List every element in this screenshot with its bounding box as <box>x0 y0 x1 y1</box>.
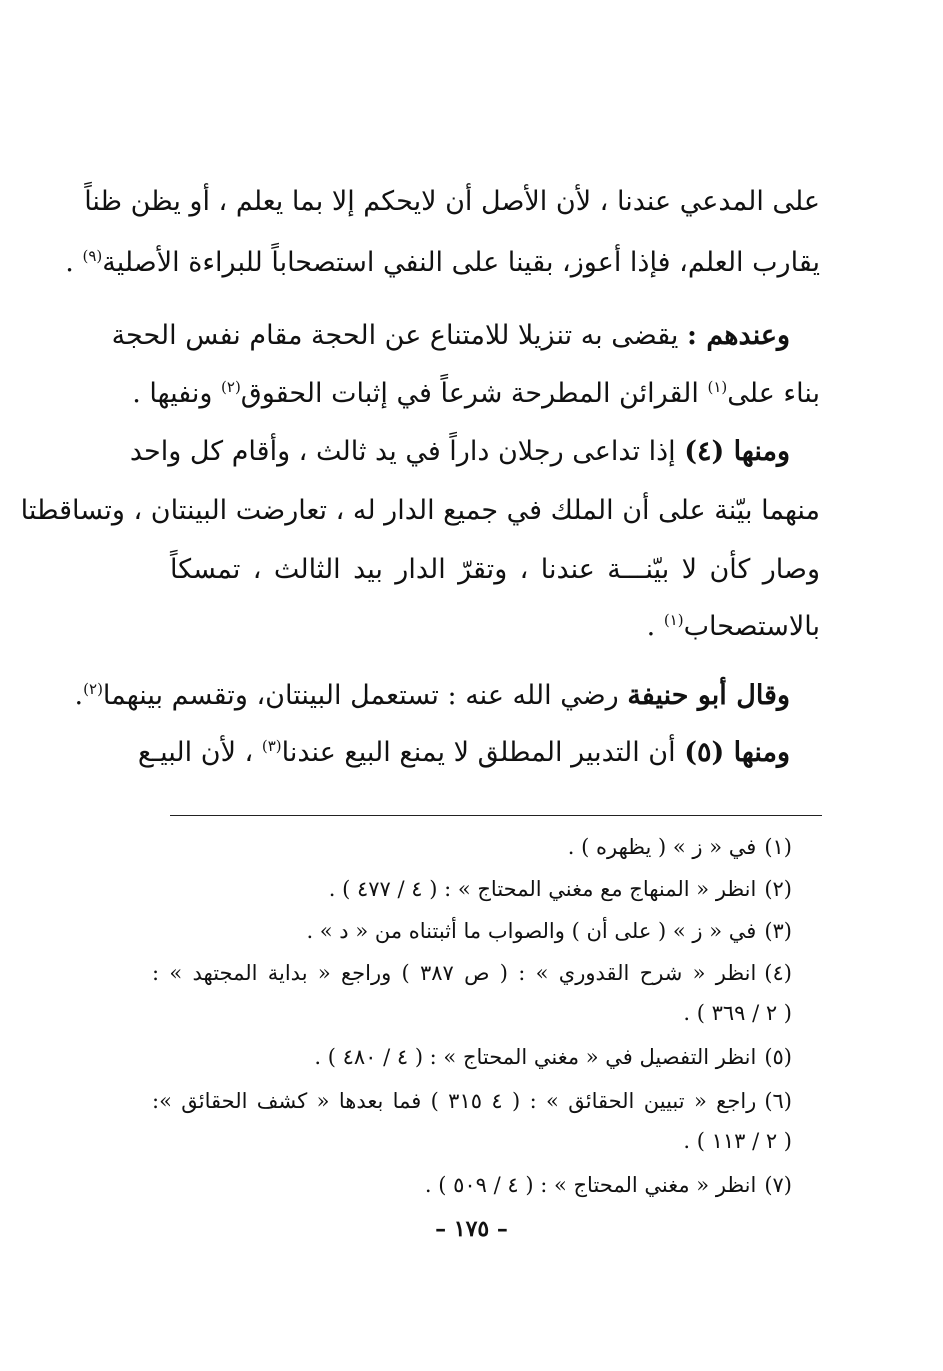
footnote-text: انظر « شرح القدوري » : ( ص ٣٨٧ ) وراجع « بداية المجتهد » : <box>152 961 757 985</box>
footnote-continuation <box>152 1126 792 1156</box>
body-text: منهما بيّنة على أن الملك في جميع الدار له ، تعارضت البينتان ، وتساقطتا <box>20 495 820 526</box>
body-text: ونفيها . <box>132 378 222 409</box>
footnote-ref: (١) <box>707 378 728 396</box>
footnote-number: (٦) <box>764 1089 792 1113</box>
body-text: . <box>65 247 83 278</box>
paragraph-lead: ومنها (٥) <box>684 737 790 768</box>
footnote-number: (٤) <box>764 961 792 985</box>
footnote-number: (٥) <box>764 1045 792 1069</box>
body-line <box>20 491 820 531</box>
footnote-ref: (٢) <box>83 680 103 698</box>
footnote-divider <box>170 815 822 816</box>
footnote-text: ( ٢ / ٣٦٩ ) . <box>683 1001 792 1025</box>
body-line <box>129 432 790 472</box>
body-line <box>170 550 820 590</box>
footnote-number: (٣) <box>764 919 792 943</box>
body-text: أن التدبير المطلق لا يمنع البيع عندنا <box>281 737 685 768</box>
footnote-text: في « ز » ( على أن ) والصواب ما أثبتناه من « د » . <box>306 919 757 943</box>
body-text: . <box>74 680 84 711</box>
body-text: رضي الله عنه : تستعمل البينتان، وتقسم بينهما <box>102 680 628 711</box>
footnote-text: في « ز » ( يظهره ) . <box>567 835 757 859</box>
footnote-text: راجع « تبيين الحقائق » : ( ٤ ٣١٥ ) فما بعدها « كشف الحقائق »: <box>152 1089 757 1113</box>
body-line <box>132 374 820 414</box>
footnote-continuation <box>152 998 792 1028</box>
footnote-number: (٢) <box>764 877 792 901</box>
body-text: يقضى به تنزيلا للامتناع عن الحجة مقام نفس الحجة <box>111 320 687 351</box>
paragraph-lead: وعندهم : <box>686 320 790 351</box>
body-line <box>137 733 790 773</box>
footnote-number: (٧) <box>764 1173 792 1197</box>
footnote-text: انظر « المنهاج مع مغني المحتاج » : ( ٤ / ٤٧٧ ) . <box>328 877 757 901</box>
body-line <box>111 316 790 356</box>
paragraph-lead: وقال أبو حنيفة <box>627 680 790 711</box>
body-line <box>74 676 790 716</box>
body-text: على المدعي عندنا ، لأن الأصل أن لايحكم إلا بما يعلم ، أو يظن ظناً <box>84 186 820 217</box>
footnote <box>180 874 792 904</box>
footnote <box>180 832 792 862</box>
body-line <box>84 182 820 222</box>
body-line <box>170 607 820 647</box>
body-text: يقارب العلم، فإذا أعوز، بقينا على النفي استصحاباً للبراءة الأصلية <box>102 247 820 278</box>
footnote-ref: (١) <box>663 611 684 629</box>
body-text: . <box>646 611 664 642</box>
footnote-ref: (٩) <box>82 247 103 265</box>
body-text: بالاستصحاب <box>683 611 820 642</box>
footnote <box>180 1042 792 1072</box>
body-line <box>65 243 820 283</box>
body-text: بناء على <box>727 378 820 409</box>
body-text: وصار كأن لا بيّنـــة عندنا ، وتقرّ الدار بيد الثالث ، تمسكاً <box>170 554 820 585</box>
footnote-text: ( ٢ / ١١٣ ) . <box>683 1129 792 1153</box>
footnote <box>152 958 792 988</box>
body-text: إذا تداعى رجلان داراً في يد ثالث ، وأقام كل واحد <box>129 436 685 467</box>
footnote-text: انظر « مغني المحتاج » : ( ٤ / ٥٠٩ ) . <box>424 1173 757 1197</box>
body-text: القرائن المطرحة شرعاً في إثبات الحقوق <box>240 378 708 409</box>
footnote-number: (١) <box>764 835 792 859</box>
paragraph-lead: ومنها (٤) <box>684 436 790 467</box>
page-number: – ١٧٥ – <box>435 1216 508 1242</box>
footnote <box>180 916 792 946</box>
footnote-ref: (٢) <box>221 378 241 396</box>
footnote <box>152 1086 792 1116</box>
body-text: ، لأن البيـع <box>137 737 262 768</box>
footnote-ref: (٣) <box>261 737 282 755</box>
footnote <box>180 1170 792 1200</box>
footnote-text: انظر التفصيل في « مغني المحتاج » : ( ٤ / ٤٨٠ ) . <box>314 1045 757 1069</box>
